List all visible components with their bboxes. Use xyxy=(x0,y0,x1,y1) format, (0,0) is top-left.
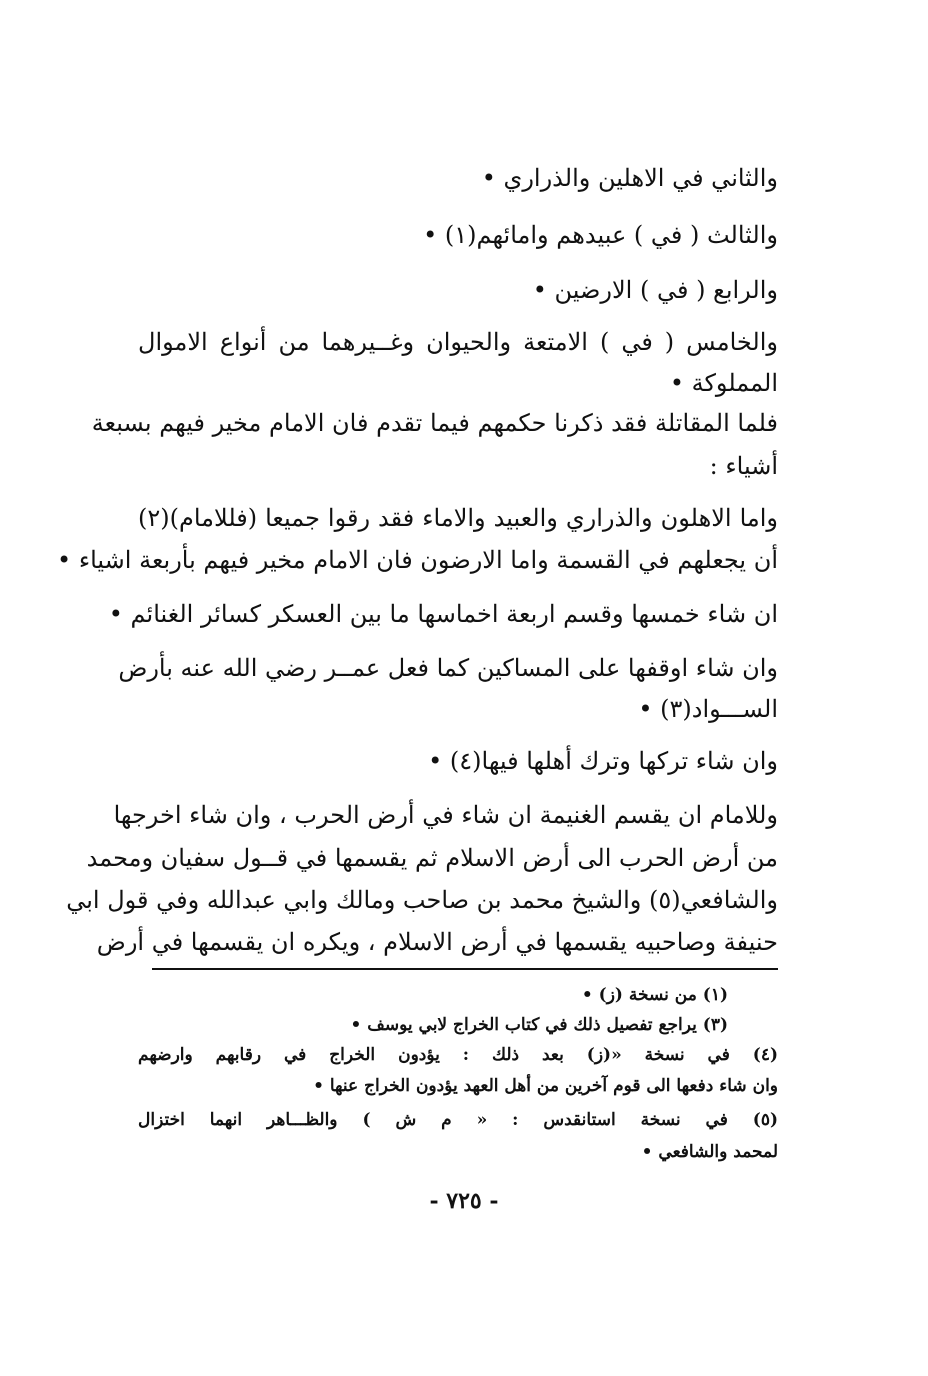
body-line: وللامام ان يقسم الغنيمة ان شاء في أرض الحرب ، وان شاء اخرجها xyxy=(113,801,778,829)
body-line: أن يجعلهم في القسمة واما الارضون فان الامام مخير فيهم بأربعة اشياء • xyxy=(57,546,778,574)
body-line: واما الاهلون والذراري والعبيد والاماء فقد رقوا جميعا (فللامام)(٢) xyxy=(138,504,778,532)
footnote-divider xyxy=(152,968,778,970)
body-line: وان شاء اوقفها على المساكين كما فعل عمــر رضي الله عنه بأرض xyxy=(118,654,778,682)
body-line: والخامس ( في ) الامتعة والحيوان وغــيرهما من أنواع الاموال xyxy=(138,328,778,356)
footnote: (٥) في نسخة استانقدس : « م ش ) والظـــاهر انهما اختزال xyxy=(138,1110,778,1130)
body-line: والثاني في الاهلين والذراري • xyxy=(481,164,778,192)
footnote: (٣) يراجع تفصيل ذلك في كتاب الخراج لابي يوسف • xyxy=(350,1015,728,1035)
body-line: حنيفة وصاحبيه يقسمها في أرض الاسلام ، ويكره ان يقسمها في أرض xyxy=(96,928,778,956)
body-line: ان شاء خمسها وقسم اربعة اخماسها ما بين العسكر كسائر الغنائم • xyxy=(108,600,778,628)
footnote: وان شاء دفعها الى قوم آخرين من أهل العهد يؤدون الخراج عنها • xyxy=(313,1076,778,1096)
body-line: والشافعي(٥) والشيخ محمد بن صاحب ومالك وابي عبدالله وفي قول ابي xyxy=(66,886,778,914)
footnote: (١) من نسخة (ز) • xyxy=(581,985,728,1005)
body-line: الســـواد(٣) • xyxy=(638,695,778,723)
footnote: لمحمد والشافعي • xyxy=(641,1142,778,1162)
body-line: المملوكة • xyxy=(669,369,778,397)
body-line: والرابع ( في ) الارضين • xyxy=(532,276,778,304)
body-line: وان شاء تركها وترك أهلها فيها(٤) • xyxy=(428,747,778,775)
body-line: من أرض الحرب الى أرض الاسلام ثم يقسمها في قــول سفيان ومحمد xyxy=(86,844,778,872)
body-line: أشياء : xyxy=(709,452,778,480)
page-number: - ٧٢٥ - xyxy=(429,1188,499,1214)
footnote: (٤) في نسخة «(ز) بعد ذلك : يؤدون الخراج في رقابهم وارضهم xyxy=(138,1045,778,1065)
body-line: فلما المقاتلة فقد ذكرنا حكمهم فيما تقدم فان الامام مخير فيهم بسبعة xyxy=(91,409,778,437)
body-line: والثالث ( في ) عبيدهم وامائهم(١) • xyxy=(423,221,778,249)
